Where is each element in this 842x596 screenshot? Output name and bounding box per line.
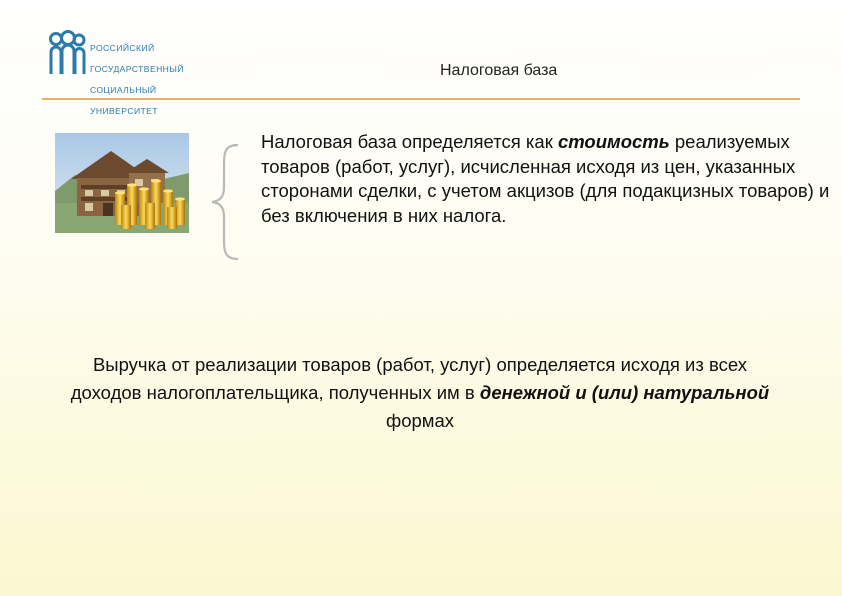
slide-title: Налоговая база — [440, 62, 558, 79]
logo-text — [90, 33, 184, 127]
logo-line-4: УНИВЕРСИТЕТ — [90, 105, 158, 116]
university-logo — [48, 30, 198, 116]
left-brace-icon — [208, 143, 244, 261]
logo-line-3: СОЦИАЛЬНЫЙ — [90, 85, 157, 96]
logo-line-2: ГОСУДАРСТВЕННЫЙ — [90, 64, 184, 75]
logo-line-1: РОССИЙСКИЙ — [90, 43, 155, 54]
revenue-paragraph — [60, 351, 780, 435]
revenue-text-end: формах — [385, 410, 455, 431]
definition-emphasis: стоимость — [557, 131, 670, 152]
definition-text-start: Налоговая база определяется как — [261, 131, 558, 152]
people-logo-icon — [48, 30, 88, 76]
revenue-text-start: Выручка от реализации товаров (работ, услуг) определяется исходя из всех доходов налогоплательщика, полученных им в — [70, 354, 748, 403]
definition-text-end: реализуемых товаров (работ, услуг), исчисленная исходя из цен, указанных сторонами сделки, с учетом акцизов (для подакцизных товаров) и без включения в них налога. — [261, 131, 830, 226]
header-divider — [42, 98, 800, 100]
tax-base-definition — [261, 130, 831, 228]
revenue-emphasis: денежной и (или) натуральной — [479, 382, 770, 403]
house-and-coins-picture — [55, 133, 189, 233]
